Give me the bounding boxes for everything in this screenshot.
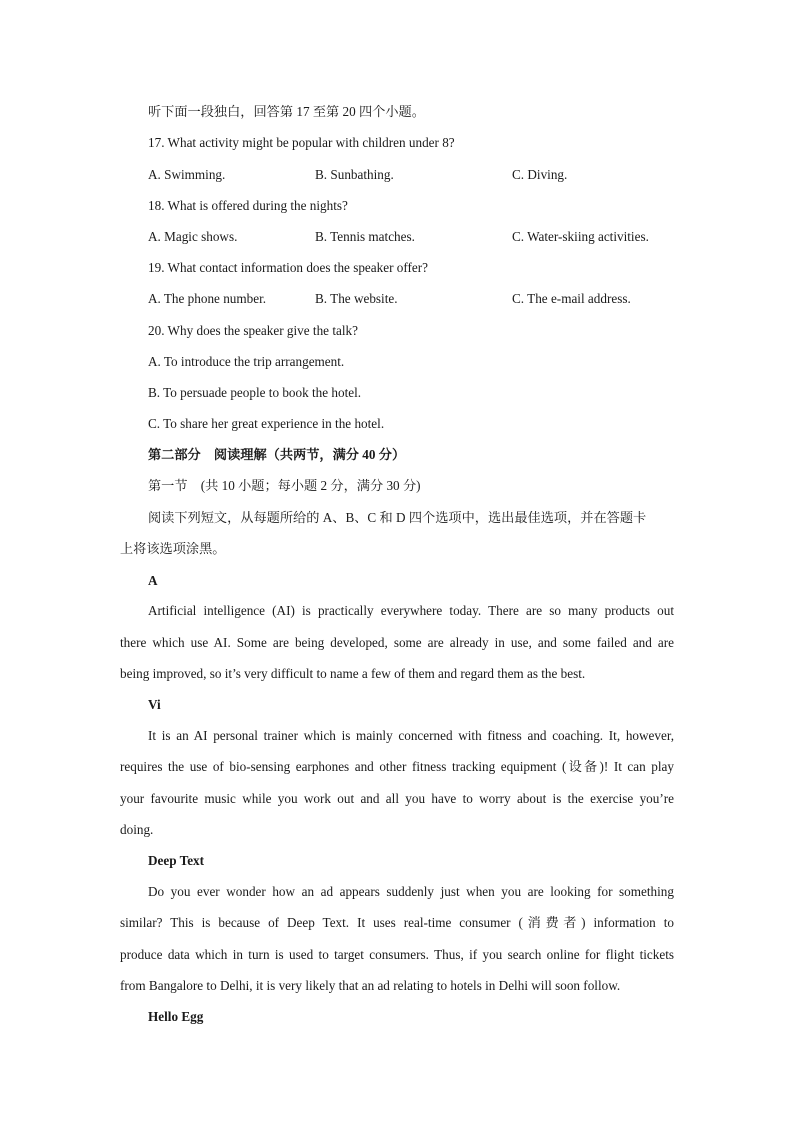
question-20-option-a: A. To introduce the trip arrangement. [148, 354, 345, 369]
question-18-stem: 18. What is offered during the nights? [148, 198, 348, 213]
deeptext-line-3: produce data which in turn is used to target consumers. Thus, if you search online for flight tickets [120, 947, 674, 962]
section1-heading: 第一节 (共 10 小题；每小题 2 分，满分 30 分) [148, 478, 421, 493]
question-20-stem: 20. Why does the speaker give the talk? [148, 323, 358, 338]
question-19-option-b: B. The website. [315, 291, 398, 306]
intro-line-3: being improved, so it’s very difficult to name a few of them and regard them as the best. [120, 666, 586, 681]
question-19-option-c: C. The e-mail address. [512, 291, 631, 306]
reading-instruction-line-1: 阅读下列短文，从每题所给的 A、B、C 和 D 四个选项中，选出最佳选项，并在答题卡 [148, 510, 647, 525]
deeptext-title: Deep Text [148, 853, 205, 868]
question-17-stem: 17. What activity might be popular with children under 8? [148, 135, 455, 150]
passage-label: A [148, 573, 158, 588]
question-17-option-b: B. Sunbathing. [315, 167, 394, 182]
intro-line-1: Artificial intelligence (AI) is practically everywhere today. There are so many products out [148, 603, 674, 618]
part2-heading: 第二部分 阅读理解（共两节，满分 40 分） [148, 447, 406, 462]
question-18-option-b: B. Tennis matches. [315, 229, 415, 244]
question-18-option-c: C. Water-skiing activities. [512, 229, 649, 244]
question-17-option-a: A. Swimming. [148, 167, 226, 182]
question-18-option-a: A. Magic shows. [148, 229, 238, 244]
question-20-option-b: B. To persuade people to book the hotel. [148, 385, 362, 400]
question-19-stem: 19. What contact information does the speaker offer? [148, 260, 429, 275]
listening-instruction: 听下面一段独白，回答第 17 至第 20 四个小题。 [148, 104, 425, 119]
deeptext-line-2: similar? This is because of Deep Text. It uses real-time consumer (消费者) information to [120, 915, 674, 930]
vi-title: Vi [148, 697, 161, 712]
vi-line-2: requires the use of bio-sensing earphones and other fitness tracking equipment (设备)! It can play [120, 759, 674, 774]
vi-line-1: It is an AI personal trainer which is mainly concerned with fitness and coaching. It, however, [148, 728, 674, 743]
reading-instruction-line-2: 上将该选项涂黑。 [120, 541, 226, 556]
question-17-option-c: C. Diving. [512, 167, 568, 182]
question-20-option-c: C. To share her great experience in the hotel. [148, 416, 385, 431]
vi-line-4: doing. [120, 822, 154, 837]
deeptext-line-4: from Bangalore to Delhi, it is very likely that an ad relating to hotels in Delhi will soon follow. [120, 978, 621, 993]
helloegg-title: Hello Egg [148, 1009, 204, 1024]
vi-line-3: your favourite music while you work out and all you have to worry about is the exercise you’re [120, 791, 674, 806]
question-19-option-a: A. The phone number. [148, 291, 267, 306]
intro-line-2: there which use AI. Some are being developed, some are already in use, and some failed and are [120, 635, 674, 650]
deeptext-line-1: Do you ever wonder how an ad appears suddenly just when you are looking for something [148, 884, 674, 899]
